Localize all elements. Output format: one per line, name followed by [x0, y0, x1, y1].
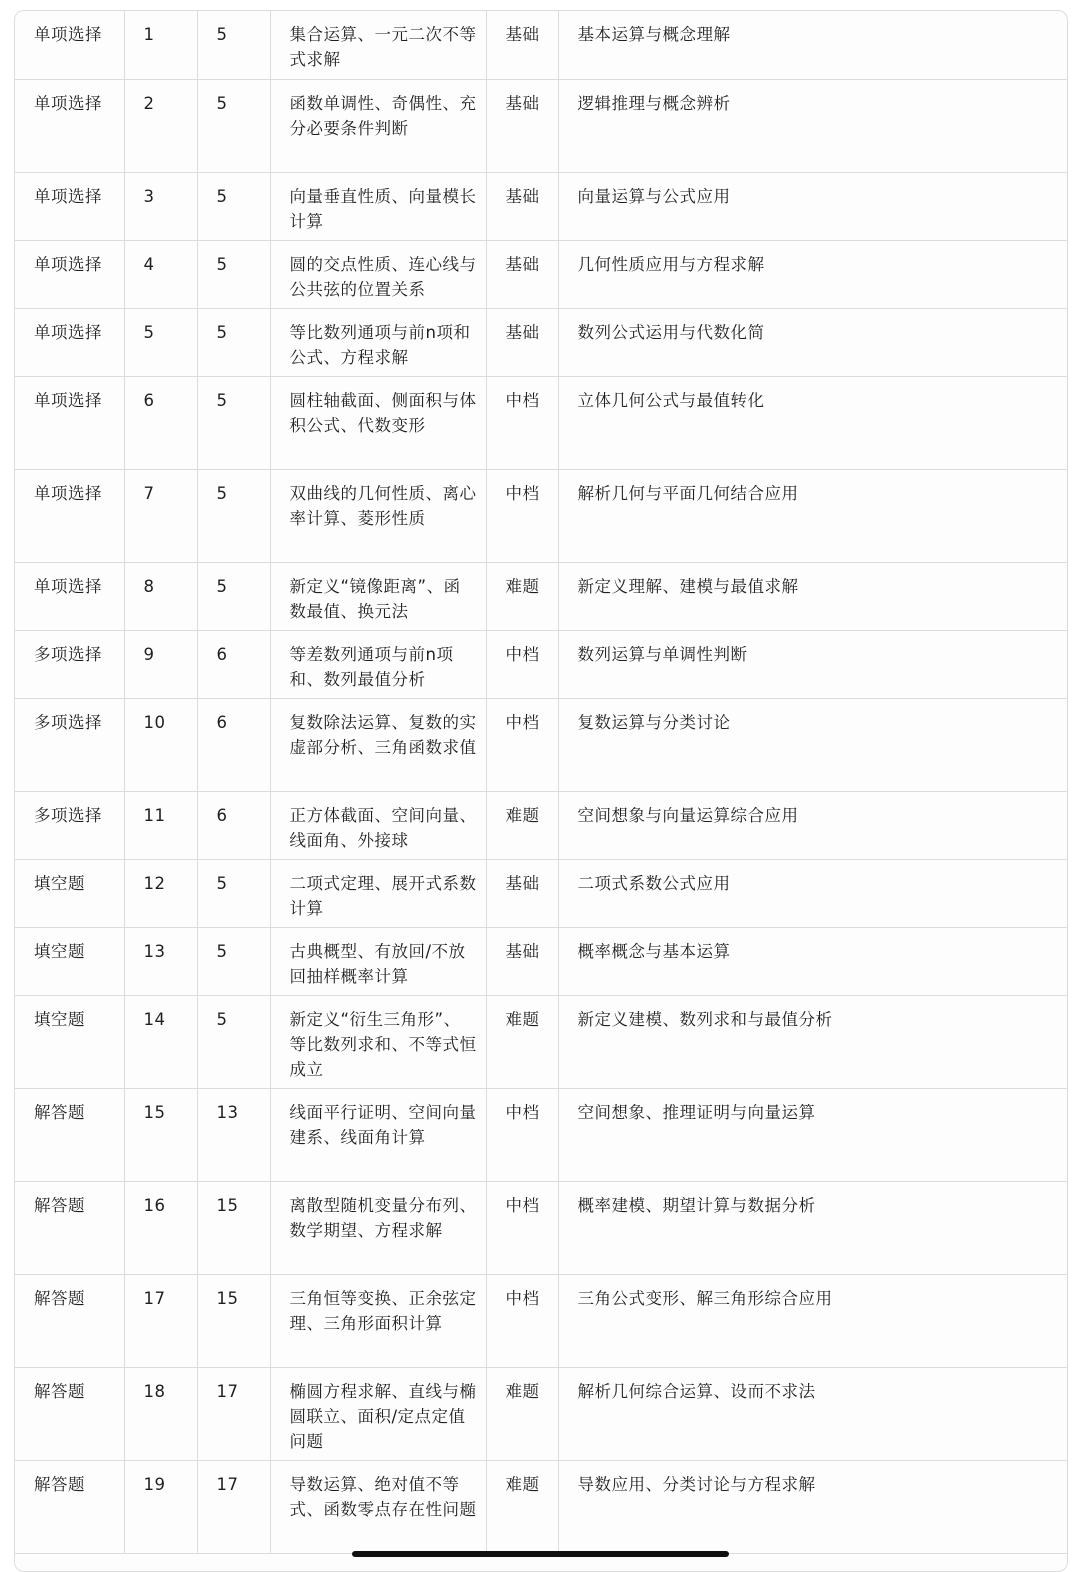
question-number-cell: 17: [124, 1274, 197, 1367]
question-type-cell: 单项选择: [15, 376, 124, 469]
question-number-cell: 11: [124, 791, 197, 859]
question-number-cell: 3: [124, 172, 197, 240]
skill-cell: 数列公式运用与代数化简: [558, 308, 1067, 376]
score-cell: 17: [197, 1460, 270, 1553]
table-row: [15, 1460, 1067, 1553]
table-row: [15, 240, 1067, 308]
difficulty-cell: 中档: [486, 469, 558, 562]
difficulty-cell: 中档: [486, 1274, 558, 1367]
skill-cell: 新定义理解、建模与最值求解: [558, 562, 1067, 630]
table-row: [15, 1274, 1067, 1367]
question-number-cell: 16: [124, 1181, 197, 1274]
knowledge-cell: 新定义“镜像距离”、函数最值、换元法: [270, 562, 486, 630]
skill-cell: 解析几何综合运算、设而不求法: [558, 1367, 1067, 1460]
difficulty-cell: 难题: [486, 995, 558, 1088]
knowledge-cell: 圆的交点性质、连心线与公共弦的位置关系: [270, 240, 486, 308]
question-type-cell: 多项选择: [15, 630, 124, 698]
skill-cell: 解析几何与平面几何结合应用: [558, 469, 1067, 562]
difficulty-cell: 基础: [486, 79, 558, 172]
knowledge-cell: 二项式定理、展开式系数计算: [270, 859, 486, 927]
table-row: [15, 630, 1067, 698]
question-type-cell: 解答题: [15, 1460, 124, 1553]
question-type-cell: 多项选择: [15, 791, 124, 859]
question-number-cell: 8: [124, 562, 197, 630]
question-type-cell: 填空题: [15, 927, 124, 995]
question-type-cell: 单项选择: [15, 562, 124, 630]
skill-cell: 三角公式变形、解三角形综合应用: [558, 1274, 1067, 1367]
question-number-cell: 2: [124, 79, 197, 172]
question-number-cell: 18: [124, 1367, 197, 1460]
knowledge-cell: 圆柱轴截面、侧面积与体积公式、代数变形: [270, 376, 486, 469]
question-number-cell: 4: [124, 240, 197, 308]
skill-cell: 复数运算与分类讨论: [558, 698, 1067, 791]
difficulty-cell: 难题: [486, 1460, 558, 1553]
question-number-cell: 14: [124, 995, 197, 1088]
difficulty-cell: 中档: [486, 698, 558, 791]
difficulty-cell: 中档: [486, 1181, 558, 1274]
skill-cell: 二项式系数公式应用: [558, 859, 1067, 927]
table-row: [15, 859, 1067, 927]
question-type-cell: 单项选择: [15, 11, 124, 79]
table-row: [15, 172, 1067, 240]
score-cell: 15: [197, 1181, 270, 1274]
knowledge-cell: 正方体截面、空间向量、线面角、外接球: [270, 791, 486, 859]
question-type-cell: 单项选择: [15, 469, 124, 562]
home-indicator[interactable]: [352, 1551, 729, 1557]
difficulty-cell: 难题: [486, 1367, 558, 1460]
difficulty-cell: 基础: [486, 11, 558, 79]
score-cell: 5: [197, 308, 270, 376]
question-number-cell: 6: [124, 376, 197, 469]
difficulty-cell: 基础: [486, 859, 558, 927]
score-cell: 5: [197, 79, 270, 172]
score-cell: 5: [197, 995, 270, 1088]
knowledge-cell: 等差数列通项与前n项和、数列最值分析: [270, 630, 486, 698]
knowledge-cell: 复数除法运算、复数的实虚部分析、三角函数求值: [270, 698, 486, 791]
skill-cell: 数列运算与单调性判断: [558, 630, 1067, 698]
question-number-cell: 13: [124, 927, 197, 995]
score-cell: 5: [197, 927, 270, 995]
question-number-cell: 10: [124, 698, 197, 791]
difficulty-cell: 难题: [486, 791, 558, 859]
table-row: [15, 562, 1067, 630]
table-row: [15, 1181, 1067, 1274]
difficulty-cell: 难题: [486, 562, 558, 630]
skill-cell: 空间想象与向量运算综合应用: [558, 791, 1067, 859]
table-row: [15, 11, 1067, 79]
skill-cell: 新定义建模、数列求和与最值分析: [558, 995, 1067, 1088]
table-row: [15, 376, 1067, 469]
question-type-cell: 单项选择: [15, 79, 124, 172]
question-type-cell: 填空题: [15, 859, 124, 927]
question-type-cell: 单项选择: [15, 240, 124, 308]
table-row: [15, 79, 1067, 172]
score-cell: 5: [197, 562, 270, 630]
knowledge-cell: 线面平行证明、空间向量建系、线面角计算: [270, 1088, 486, 1181]
skill-cell: 概率概念与基本运算: [558, 927, 1067, 995]
difficulty-cell: 中档: [486, 630, 558, 698]
knowledge-cell: 离散型随机变量分布列、数学期望、方程求解: [270, 1181, 486, 1274]
table-row: [15, 469, 1067, 562]
score-cell: 6: [197, 791, 270, 859]
question-type-cell: 解答题: [15, 1088, 124, 1181]
difficulty-cell: 基础: [486, 927, 558, 995]
skill-cell: 导数应用、分类讨论与方程求解: [558, 1460, 1067, 1553]
difficulty-cell: 基础: [486, 172, 558, 240]
question-type-cell: 解答题: [15, 1181, 124, 1274]
score-cell: 13: [197, 1088, 270, 1181]
question-type-cell: 解答题: [15, 1367, 124, 1460]
difficulty-cell: 中档: [486, 376, 558, 469]
difficulty-cell: 中档: [486, 1088, 558, 1181]
question-type-cell: 单项选择: [15, 308, 124, 376]
score-cell: 5: [197, 172, 270, 240]
score-cell: 6: [197, 698, 270, 791]
knowledge-cell: 椭圆方程求解、直线与椭圆联立、面积/定点定值问题: [270, 1367, 486, 1460]
question-type-cell: 单项选择: [15, 172, 124, 240]
knowledge-cell: 函数单调性、奇偶性、充分必要条件判断: [270, 79, 486, 172]
question-number-cell: 12: [124, 859, 197, 927]
score-cell: 5: [197, 469, 270, 562]
skill-cell: 向量运算与公式应用: [558, 172, 1067, 240]
knowledge-cell: 集合运算、一元二次不等式求解: [270, 11, 486, 79]
knowledge-cell: 新定义“衍生三角形”、等比数列求和、不等式恒成立: [270, 995, 486, 1088]
table-row: [15, 791, 1067, 859]
score-cell: 5: [197, 11, 270, 79]
score-cell: 17: [197, 1367, 270, 1460]
difficulty-cell: 基础: [486, 240, 558, 308]
table-row: [15, 1088, 1067, 1181]
skill-cell: 概率建模、期望计算与数据分析: [558, 1181, 1067, 1274]
score-cell: 5: [197, 376, 270, 469]
knowledge-cell: 双曲线的几何性质、离心率计算、菱形性质: [270, 469, 486, 562]
question-number-cell: 9: [124, 630, 197, 698]
score-cell: 5: [197, 859, 270, 927]
table-container: [14, 10, 1068, 1572]
difficulty-cell: 基础: [486, 308, 558, 376]
knowledge-cell: 导数运算、绝对值不等式、函数零点存在性问题: [270, 1460, 486, 1553]
question-type-cell: 填空题: [15, 995, 124, 1088]
knowledge-cell: 向量垂直性质、向量模长计算: [270, 172, 486, 240]
question-type-cell: 解答题: [15, 1274, 124, 1367]
question-number-cell: 19: [124, 1460, 197, 1553]
question-number-cell: 5: [124, 308, 197, 376]
skill-cell: 立体几何公式与最值转化: [558, 376, 1067, 469]
knowledge-cell: 古典概型、有放回/不放回抽样概率计算: [270, 927, 486, 995]
table-row: [15, 927, 1067, 995]
score-cell: 6: [197, 630, 270, 698]
question-number-cell: 15: [124, 1088, 197, 1181]
question-type-cell: 多项选择: [15, 698, 124, 791]
skill-cell: 基本运算与概念理解: [558, 11, 1067, 79]
skill-cell: 空间想象、推理证明与向量运算: [558, 1088, 1067, 1181]
table-row: [15, 995, 1067, 1088]
table-row: [15, 1367, 1067, 1460]
exam-analysis-table: [15, 11, 1067, 1554]
question-number-cell: 1: [124, 11, 197, 79]
score-cell: 15: [197, 1274, 270, 1367]
question-number-cell: 7: [124, 469, 197, 562]
skill-cell: 几何性质应用与方程求解: [558, 240, 1067, 308]
knowledge-cell: 三角恒等变换、正余弦定理、三角形面积计算: [270, 1274, 486, 1367]
table-row: [15, 698, 1067, 791]
score-cell: 5: [197, 240, 270, 308]
skill-cell: 逻辑推理与概念辨析: [558, 79, 1067, 172]
table-row: [15, 308, 1067, 376]
knowledge-cell: 等比数列通项与前n项和公式、方程求解: [270, 308, 486, 376]
